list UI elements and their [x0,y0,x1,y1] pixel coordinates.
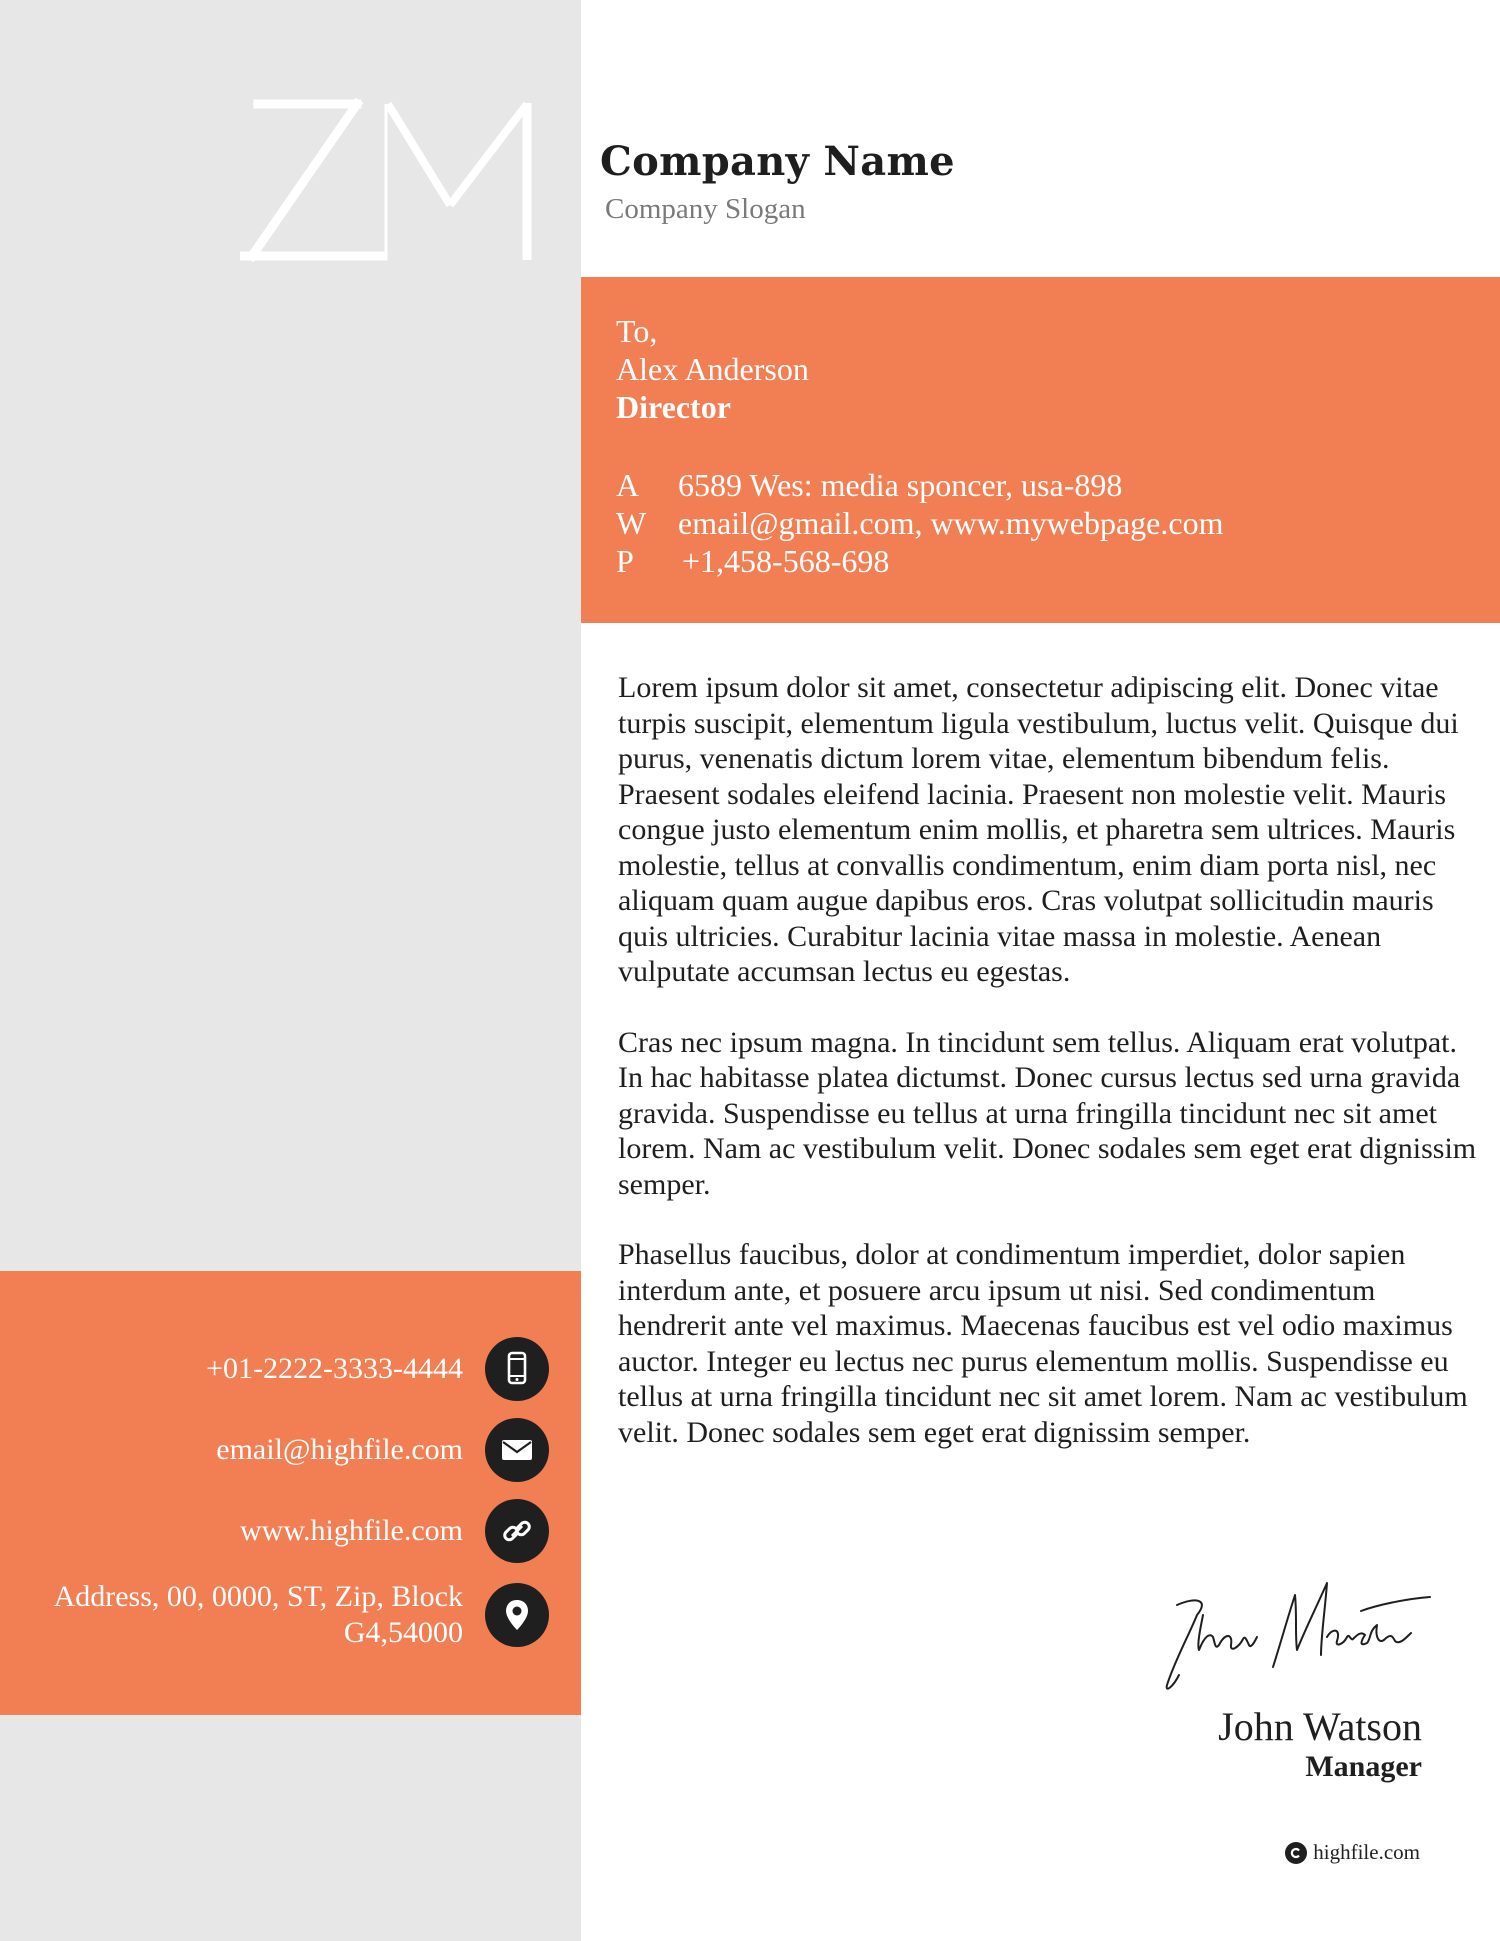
phone-value: +1,458-568-698 [682,543,890,579]
body-paragraph: Lorem ipsum dolor sit amet, consectetur adipiscing elit. Donec vitae turpis suscipit, elementum ligula vestibulum, luctus velit. Quisque dui purus, venenatis dictum lorem vitae, elementum bibendum felis. Praesent sodales eleifend lacinia. Praesent non molestie velit. Mauris congue justo elementum enim mollis, et pharetra sem ultrices. Mauris molestie, tellus at convallis condimentum, enim diam porta nisl, nec aliquam quam augue dapibus eros. Cras volutpat sollicitudin mauris quis ultricies. Curabitur lacinia vitae massa in molestie. Aenean vulputate accumsan lectus eu egestas. [618,671,1459,988]
sender-website-item [240,1499,549,1563]
sender-phone: +01-2222-3333-4444 [206,1352,463,1385]
mail-icon [485,1418,549,1482]
address-key: A [616,467,640,503]
company-name: Company Name [600,138,955,185]
sender-address-item [3,1579,549,1651]
handwritten-signature [1155,1575,1435,1700]
sender-name: John Watson [1218,1704,1422,1749]
recipient-contacts [616,466,1500,580]
location-pin-icon [485,1583,549,1647]
recipient-web-row [616,504,1500,542]
watermark-text: highfile.com [1313,1840,1420,1864]
body-paragraph: Phasellus faucibus, dolor at condimentum imperdiet, dolor sapien interdum ante, et posuere arcu ipsum ut nisi. Sed condimentum hendrerit ante vel maximus. Maecenas faucibus est vel odio maximus auctor. Integer eu lectus nec purus elementum mollis. Suspendisse eu tellus at urna fringilla tincidunt nec sit amet lorem. Nam ac vestibulum velit. Donec sodales sem eget erat dignissim semper. [618,1238,1468,1449]
highfile-logo-icon [1285,1842,1307,1864]
phone-icon [485,1337,549,1401]
recipient-block [581,277,1500,623]
zm-monogram-logo [240,95,540,275]
sender-email-item [216,1418,549,1482]
recipient-title: Director [616,389,731,425]
sender-email: email@highfile.com [216,1433,463,1466]
recipient-name: Alex Anderson [616,351,809,387]
web-key: W [616,505,647,541]
sender-website: www.highfile.com [239,1514,463,1547]
recipient-address-row [616,466,1500,504]
letterhead-header [600,138,955,226]
company-slogan: Company Slogan [605,193,806,225]
web-value: email@gmail.com, www.mywebpage.com [678,505,1224,541]
link-icon [485,1499,549,1563]
sender-address: Address, 00, 0000, ST, Zip, Block G4,54000 [53,1580,463,1649]
body-paragraph: Cras nec ipsum magna. In tincidunt sem tellus. Aliquam erat volutpat. In hac habitasse platea dictumst. Donec cursus lectus sed urna gravida gravida. Suspendisse eu tellus at urna fringilla tincidunt nec sit amet lorem. Nam ac vestibulum velit. Donec sodales sem eget erat dignissim semper. [618,1025,1477,1201]
sender-phone-item [206,1337,549,1401]
sender-role: Manager [1305,1750,1422,1783]
phone-key: P [616,543,634,579]
salutation: To, [616,313,658,349]
address-value: 6589 Wes: media sponcer, usa-898 [678,467,1123,503]
letter-body [618,670,1478,1485]
recipient-phone-row [616,542,1500,580]
sender-contact-band [0,1271,581,1715]
watermark [1285,1840,1420,1865]
